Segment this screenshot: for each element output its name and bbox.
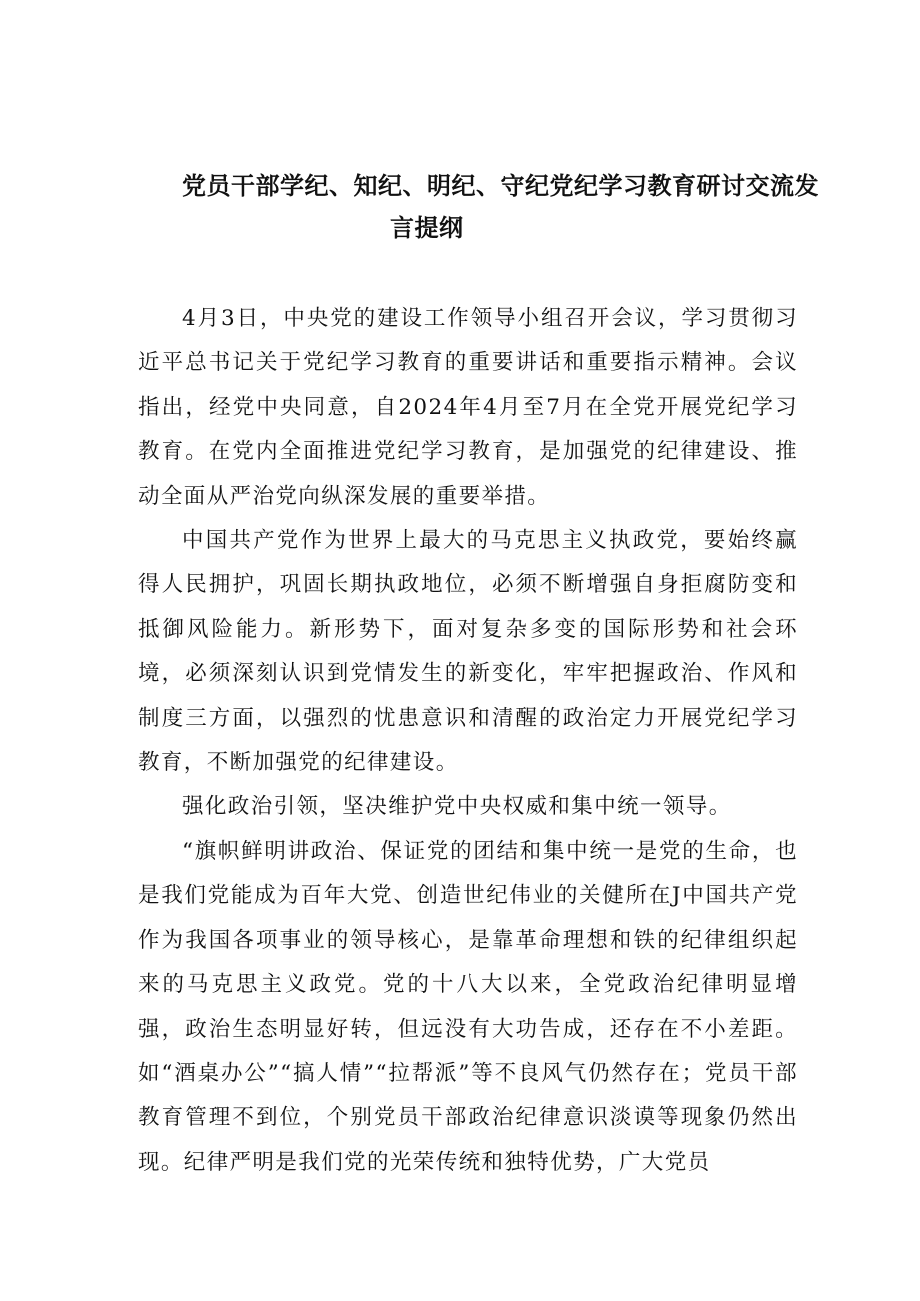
paragraph-2: 中国共产党作为世界上最大的马克思主义执政党，要始终赢得人民拥护，巩固长期执政地位，必须不断增强自身拒腐防变和抵御风险能力。新形势下，面对复杂多变的国际形势和社会环境，必须深刻认识到党情发生的新变化，牢牢把握政治、作风和制度三方面，以强烈的忧患意识和清醒的政治定力开展党纪学习教育，不断加强党的纪律建设。	[138, 528, 798, 776]
paragraph-3: 强化政治引领，坚决维护党中央权威和集中统一领导。	[182, 794, 732, 820]
document-title	[170, 165, 819, 249]
title-line-2: 言提纲	[390, 214, 464, 242]
title-line-1: 党员干部学纪、知纪、明纪、守纪党纪学习教育研讨交流发	[182, 172, 819, 200]
paragraph-1: 4月3日，中央党的建设工作领导小组召开会议，学习贯彻习近平总书记关于党纪学习教育的重要讲话和重要指示精神。会议指出，经党中央同意，自2024年4月至7月在全党开展党纪学习教育。在党内全面推进党纪学习教育，是加强党的纪律建设、推动全面从严治党向纵深发展的重要举措。	[138, 306, 798, 509]
document-body	[138, 297, 798, 1185]
paragraph-4: “旗帜鲜明讲政治、保证党的团结和集中统一是党的生命，也是我们党能成为百年大党、创造世纪伟业的关健所在J中国共产党作为我国各项事业的领导核心，是靠革命理想和铁的纪律组织起来的马克思主义政党。党的十八大以来，全党政治纪律明显增强，政治生态明显好转，但远没有大功告成，还存在不小差距。如“酒桌办公”“搞人情”“拉帮派”等不良风气仍然存在；党员干部教育管理不到位，个别党员干部政治纪律意识淡谟等现象仍然出现。纪律严明是我们党的光荣传统和独特优势，广大党员	[138, 838, 798, 1175]
